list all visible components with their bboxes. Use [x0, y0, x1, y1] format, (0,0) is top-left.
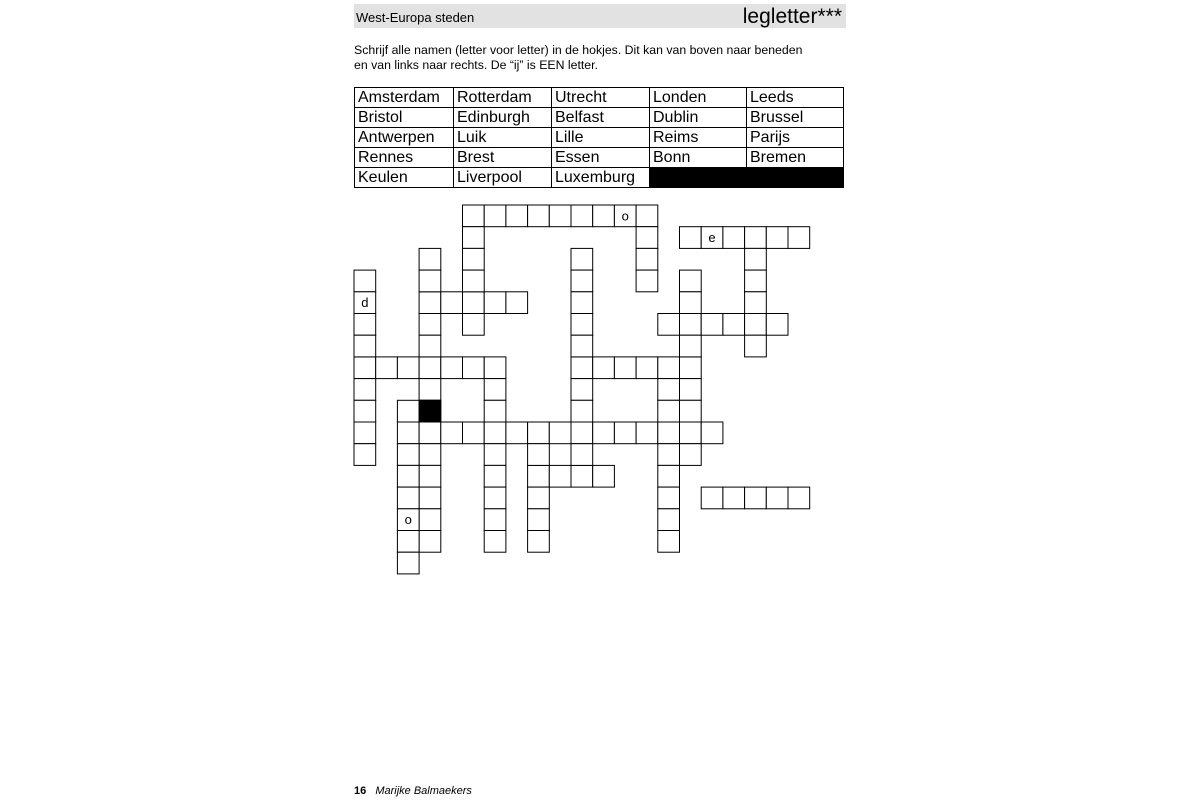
grid-cell[interactable] — [354, 270, 376, 292]
grid-cell[interactable] — [745, 227, 767, 249]
grid-cell[interactable] — [354, 444, 376, 466]
grid-cell[interactable] — [658, 509, 680, 531]
grid-cell[interactable] — [484, 531, 506, 553]
grid-cell[interactable] — [354, 314, 376, 336]
grid-cell[interactable] — [463, 227, 485, 249]
grid-cell[interactable] — [397, 400, 419, 422]
grid-cell[interactable] — [658, 531, 680, 553]
grid-cell[interactable] — [354, 422, 376, 444]
word-cell: Luxemburg — [552, 168, 650, 188]
grid-cell[interactable] — [745, 335, 767, 357]
grid-cell[interactable] — [658, 379, 680, 401]
word-cell: Rennes — [355, 148, 454, 168]
word-cell: Amsterdam — [355, 88, 454, 108]
grid-cell[interactable] — [571, 465, 593, 487]
grid-cell[interactable] — [680, 314, 702, 336]
word-cell: Essen — [552, 148, 650, 168]
grid-cell[interactable] — [463, 357, 485, 379]
grid-cell[interactable] — [658, 400, 680, 422]
grid-cell[interactable] — [766, 314, 788, 336]
grid-cell[interactable] — [528, 509, 550, 531]
grid-cell[interactable] — [419, 531, 441, 553]
grid-cell[interactable] — [680, 357, 702, 379]
grid-cell[interactable] — [745, 314, 767, 336]
grid-cell[interactable] — [484, 379, 506, 401]
grid-cell[interactable] — [614, 357, 636, 379]
grid-cell[interactable] — [441, 422, 463, 444]
grid-cell[interactable] — [397, 552, 419, 574]
instruction-line-2: en van links naar rechts. De “ij” is EEN letter. — [354, 58, 598, 72]
grid-cell[interactable] — [463, 422, 485, 444]
grid-cell[interactable] — [397, 422, 419, 444]
hint-letter: d — [361, 295, 369, 311]
grid-cell[interactable] — [528, 531, 550, 553]
page-number: 16 — [354, 785, 367, 797]
grid-cell[interactable] — [636, 227, 658, 249]
grid-cell[interactable] — [658, 357, 680, 379]
grid-cell[interactable] — [463, 248, 485, 270]
hint-letter: o — [404, 512, 412, 528]
grid-cell[interactable] — [419, 379, 441, 401]
grid-cell[interactable] — [636, 422, 658, 444]
grid-cell[interactable] — [571, 292, 593, 314]
grid-cell[interactable] — [571, 400, 593, 422]
grid-cell[interactable] — [701, 487, 723, 509]
grid-cell[interactable] — [614, 422, 636, 444]
grid-cell[interactable] — [506, 292, 528, 314]
grid-cell[interactable] — [701, 314, 723, 336]
grid-cell[interactable] — [549, 465, 571, 487]
word-cell: Luik — [454, 128, 552, 148]
grid-cell[interactable] — [463, 270, 485, 292]
author-name: Marijke Balmaekers — [375, 785, 472, 797]
grid-cell[interactable] — [528, 422, 550, 444]
grid-cell[interactable] — [506, 422, 528, 444]
grid-cell[interactable] — [766, 487, 788, 509]
word-cell: Keulen — [355, 168, 454, 188]
grid-cell[interactable] — [354, 335, 376, 357]
grid-cell[interactable] — [419, 444, 441, 466]
grid-cell[interactable] — [571, 270, 593, 292]
grid-cell[interactable] — [419, 270, 441, 292]
worksheet-title: West-Europa steden — [356, 10, 475, 25]
grid-cell[interactable] — [463, 205, 485, 227]
instruction-line-1: Schrijf alle namen (letter voor letter) in de hokjes. Dit kan van boven naar beneden — [354, 43, 803, 57]
grid-cell[interactable] — [788, 487, 810, 509]
grid-cell[interactable] — [636, 270, 658, 292]
grid-cell[interactable] — [745, 487, 767, 509]
grid-cell[interactable] — [680, 292, 702, 314]
grid-cell[interactable] — [506, 205, 528, 227]
grid-cell[interactable] — [680, 335, 702, 357]
word-cell: Bremen — [747, 148, 844, 168]
grid-cell[interactable] — [571, 314, 593, 336]
word-cell: Antwerpen — [355, 128, 454, 148]
grid-cell[interactable] — [484, 400, 506, 422]
grid-cell[interactable] — [484, 292, 506, 314]
grid-cell[interactable] — [354, 357, 376, 379]
grid-cell[interactable] — [419, 335, 441, 357]
grid-cell[interactable] — [680, 444, 702, 466]
word-cell: Utrecht — [552, 88, 650, 108]
black-cell — [419, 400, 441, 422]
grid-cell[interactable] — [419, 465, 441, 487]
grid-cell[interactable] — [745, 292, 767, 314]
word-cell: Liverpool — [454, 168, 552, 188]
grid-cell[interactable] — [658, 422, 680, 444]
grid-cell[interactable] — [593, 205, 615, 227]
grid-cell[interactable] — [593, 422, 615, 444]
grid-cell[interactable] — [484, 205, 506, 227]
grid-cell[interactable] — [441, 357, 463, 379]
word-cell: Edinburgh — [454, 108, 552, 128]
hint-letter: o — [621, 208, 629, 224]
grid-cell[interactable] — [484, 509, 506, 531]
grid-cell[interactable] — [528, 487, 550, 509]
grid-cell[interactable] — [571, 205, 593, 227]
grid-cell[interactable] — [745, 270, 767, 292]
grid-cell[interactable] — [419, 314, 441, 336]
word-cell: Bristol — [355, 108, 454, 128]
grid-cell[interactable] — [484, 357, 506, 379]
hint-letter: e — [708, 230, 716, 246]
word-cell: Lille — [552, 128, 650, 148]
grid-cell[interactable] — [484, 422, 506, 444]
grid-cell[interactable] — [549, 205, 571, 227]
grid-cell[interactable] — [636, 357, 658, 379]
grid-cell[interactable] — [658, 314, 680, 336]
grid-cell[interactable] — [745, 248, 767, 270]
grid-cell[interactable] — [766, 227, 788, 249]
grid-cell[interactable] — [484, 444, 506, 466]
grid-cell[interactable] — [397, 487, 419, 509]
grid-cell[interactable] — [354, 400, 376, 422]
grid-cell[interactable] — [571, 357, 593, 379]
word-cell: Bonn — [650, 148, 747, 168]
grid-cell[interactable] — [680, 379, 702, 401]
grid-cell[interactable] — [680, 400, 702, 422]
word-cell: Leeds — [747, 88, 844, 108]
grid-cell[interactable] — [680, 422, 702, 444]
word-cell: Parijs — [747, 128, 844, 148]
grid-cell[interactable] — [528, 444, 550, 466]
word-cell: Dublin — [650, 108, 747, 128]
grid-cell[interactable] — [723, 227, 745, 249]
grid-cell[interactable] — [723, 314, 745, 336]
grid-cell[interactable] — [528, 465, 550, 487]
grid-cell[interactable] — [397, 357, 419, 379]
grid-cell[interactable] — [441, 292, 463, 314]
grid-cell[interactable] — [419, 357, 441, 379]
word-cell: Belfast — [552, 108, 650, 128]
grid-cell[interactable] — [549, 422, 571, 444]
grid-cell[interactable] — [788, 227, 810, 249]
grid-cell[interactable] — [463, 314, 485, 336]
grid-cell[interactable] — [701, 422, 723, 444]
grid-cell[interactable] — [528, 205, 550, 227]
grid-cell[interactable] — [419, 487, 441, 509]
grid-cell[interactable] — [571, 248, 593, 270]
grid-cell[interactable] — [658, 487, 680, 509]
word-cell: Londen — [650, 88, 747, 108]
difficulty-label: legletter*** — [742, 5, 842, 28]
grid-cell[interactable] — [463, 292, 485, 314]
grid-cell[interactable] — [419, 422, 441, 444]
grid-cell[interactable] — [354, 379, 376, 401]
page-footer — [354, 785, 472, 797]
grid-cell[interactable] — [680, 270, 702, 292]
grid-cell[interactable] — [376, 357, 398, 379]
grid-cell[interactable] — [658, 444, 680, 466]
grid-cell[interactable] — [419, 292, 441, 314]
grid-cell[interactable] — [397, 444, 419, 466]
grid-cell[interactable] — [658, 465, 680, 487]
grid-cell[interactable] — [723, 487, 745, 509]
grid-cell[interactable] — [397, 531, 419, 553]
word-cell: Brussel — [747, 108, 844, 128]
grid-cell[interactable] — [397, 465, 419, 487]
grid-cell[interactable] — [571, 444, 593, 466]
word-cell: Brest — [454, 148, 552, 168]
grid-cell[interactable] — [571, 422, 593, 444]
grid-cell[interactable] — [484, 487, 506, 509]
grid-cell[interactable] — [419, 248, 441, 270]
grid-cell[interactable] — [571, 379, 593, 401]
grid-cell[interactable] — [419, 509, 441, 531]
word-cell: Reims — [650, 128, 747, 148]
grid-cell[interactable] — [636, 248, 658, 270]
grid-cell[interactable] — [484, 465, 506, 487]
word-cell: Rotterdam — [454, 88, 552, 108]
grid-cell[interactable] — [593, 357, 615, 379]
grid-cell[interactable] — [680, 227, 702, 249]
grid-cell[interactable] — [636, 205, 658, 227]
grid-cell[interactable] — [593, 465, 615, 487]
grid-cell[interactable] — [571, 335, 593, 357]
